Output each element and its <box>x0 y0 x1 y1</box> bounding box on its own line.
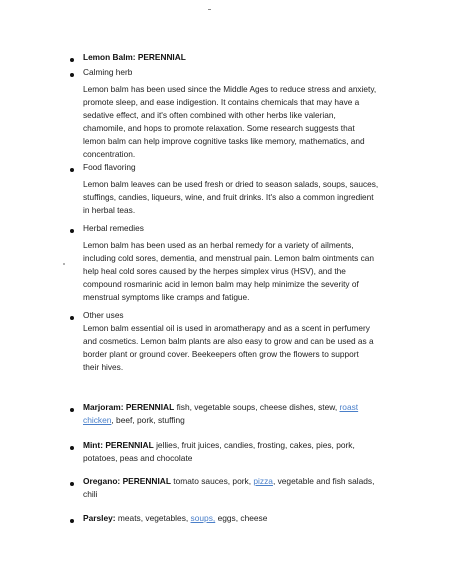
bullet-icon <box>70 316 74 320</box>
perennial-tag: PERENNIAL <box>122 476 171 486</box>
oregano-line-1 <box>83 475 374 488</box>
herb-uses-text: tomato sauces, pork, <box>173 476 252 486</box>
other-uses-line: and cosmetics. Lemon balm plants are also easy to grow and can be used as a <box>83 336 374 346</box>
calming-herb-line: Lemon balm has been used since the Middle Ages to reduce stress and anxiety, <box>83 84 377 94</box>
herbal-remedies-line: including cold sores, dementia, and menstrual pain. Lemon balm ointments can <box>83 253 375 263</box>
scan-mark <box>208 9 211 10</box>
herb-uses-text: , vegetable and fish salads, <box>272 476 375 486</box>
food-flavoring-line: Lemon balm leaves can be used fresh or dried to season salads, soups, sauces, <box>83 179 379 189</box>
lemon-balm-title: Lemon Balm: PERENNIAL <box>83 52 186 62</box>
herbal-remedies-line: help heal cold sores caused by the herpes simplex virus (HSV), and the <box>83 266 346 276</box>
herbal-remedies-line: compound rosmarinic acid in lemon balm may help minimize the severity of <box>83 279 359 289</box>
herb-name: Oregano: <box>83 476 121 486</box>
bullet-icon <box>70 446 74 450</box>
bullet-icon <box>70 482 74 486</box>
bullet-icon <box>70 229 74 233</box>
calming-herb-line: promote sleep, and ease indigestion. It contains chemicals that may have a <box>83 97 360 107</box>
herbal-remedies-line: Lemon balm has been used as an herbal remedy for a variety of ailments, <box>83 240 354 250</box>
bullet-icon <box>70 519 74 523</box>
pizza-link[interactable]: pizza <box>253 476 273 486</box>
use-heading-calming-herb: Calming herb <box>83 67 133 77</box>
herb-uses-text: eggs, cheese <box>217 513 268 523</box>
calming-herb-line: lemon balm can help improve cognitive tasks like memory, mathematics, and <box>83 136 365 146</box>
use-heading-food-flavoring: Food flavoring <box>83 162 136 172</box>
chicken-link[interactable]: chicken <box>83 415 112 425</box>
bullet-icon <box>70 58 74 62</box>
scan-speck <box>63 263 65 265</box>
bullet-icon <box>70 73 74 77</box>
marjoram-line-1 <box>83 401 358 414</box>
herb-uses-text: , beef, pork, stuffing <box>111 415 185 425</box>
other-uses-line: their hives. <box>83 362 124 372</box>
bullet-icon <box>70 168 74 172</box>
herb-uses-text: fish, vegetable soups, cheese dishes, stew, <box>176 402 338 412</box>
perennial-tag: PERENNIAL <box>125 402 175 412</box>
use-heading-other-uses: Other uses <box>83 310 124 320</box>
marjoram-line-2 <box>83 414 185 427</box>
perennial-tag: PERENNIAL <box>105 440 154 450</box>
herb-name: Mint: <box>83 440 103 450</box>
food-flavoring-line: stuffings, candies, liqueurs, wine, and fruit drinks. It's also a common ingredient <box>83 192 374 202</box>
roast-link[interactable]: roast <box>339 402 359 412</box>
parsley-line-1 <box>83 512 267 525</box>
herb-uses-text: meats, vegetables, <box>117 513 189 523</box>
calming-herb-line: chamomile, and hops to promote relaxation. Some research suggests that <box>83 123 355 133</box>
calming-herb-line: sedative effect, and it's often combined with other herbs like valerian, <box>83 110 336 120</box>
other-uses-line: Lemon balm essential oil is used in aromatherapy and as a scent in perfumery <box>83 323 370 333</box>
herb-uses-text: jellies, fruit juices, candies, frosting, cakes, pies, pork, <box>156 440 355 450</box>
herb-name: Marjoram: <box>83 402 124 412</box>
calming-herb-line: concentration. <box>83 149 136 159</box>
mint-line-2: potatoes, peas and chocolate <box>83 453 193 463</box>
herbal-remedies-line: menstrual symptoms like cramps and fatigue. <box>83 292 250 302</box>
mint-line-1 <box>83 439 355 452</box>
soups-link[interactable]: soups, <box>190 513 216 523</box>
herb-name: Parsley: <box>83 513 116 523</box>
other-uses-line: border plant or ground cover. Beekeepers often grow the flowers to support <box>83 349 359 359</box>
bullet-icon <box>70 408 74 412</box>
oregano-line-2: chili <box>83 489 98 499</box>
food-flavoring-line: in herbal teas. <box>83 205 136 215</box>
use-heading-herbal-remedies: Herbal remedies <box>83 223 144 233</box>
